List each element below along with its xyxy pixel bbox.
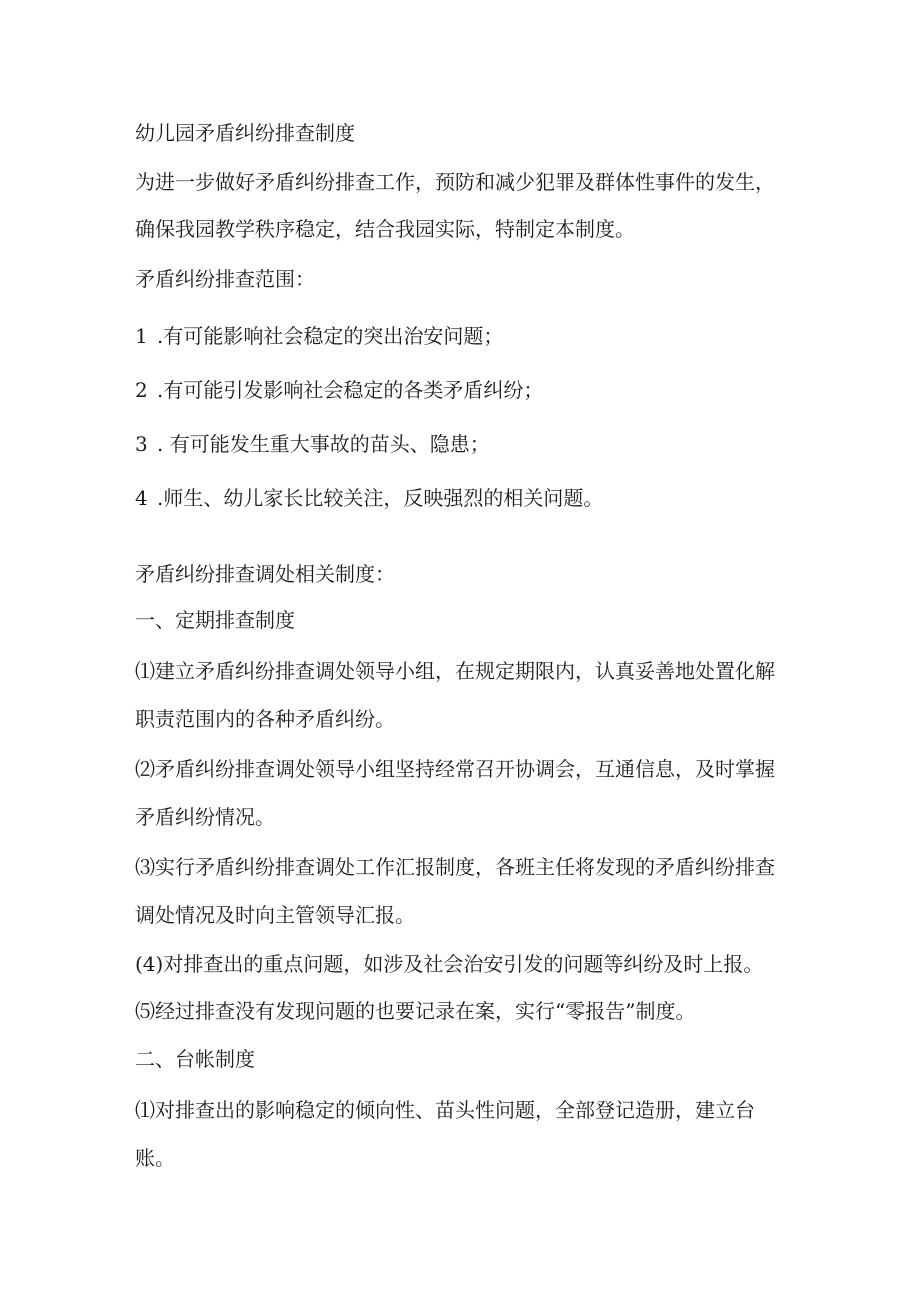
scope-item-2 — [135, 377, 543, 403]
section-1-item-3-line-1: ⑶实行矛盾纠纷排查调处工作汇报制度，各班主任将发现的矛盾纠纷排查 — [135, 855, 775, 879]
document-title: 幼儿园矛盾纠纷排查制度 — [135, 121, 355, 145]
section-1-item-2-line-2: 矛盾纠纷情况。 — [135, 805, 275, 829]
scope-item-3 — [135, 431, 490, 457]
intro-line-2: 确保我园教学秩序稳定，结合我园实际，特制定本制度。 — [135, 217, 635, 241]
section-2-item-1-line-1: ⑴对排查出的影响稳定的倾向性、苗头性问题，全部登记造册，建立台 — [135, 1098, 755, 1122]
scope-heading: 矛盾纠纷排查范围： — [135, 267, 315, 291]
scope-item-1-number: 1 — [135, 324, 148, 348]
scope-item-1 — [135, 323, 503, 349]
section-1-heading: 一、定期排查制度 — [135, 608, 295, 632]
scope-item-4-text: .师生、幼儿家长比较关注，反映强烈的相关问题。 — [157, 486, 604, 510]
scope-item-4 — [135, 485, 603, 511]
rules-heading: 矛盾纠纷排查调处相关制度： — [135, 562, 395, 586]
section-1-item-5: ⑸经过排查没有发现问题的也要记录在案，实行“零报告”制度。 — [135, 999, 696, 1023]
section-1-item-4: (4)对排查出的重点问题，如涉及社会治安引发的问题等纠纷及时上报。 — [135, 952, 764, 976]
section-1-item-1-line-2: 职责范围内的各种矛盾纠纷。 — [135, 707, 395, 731]
scope-item-2-text: .有可能引发影响社会稳定的各类矛盾纠纷； — [157, 378, 544, 402]
section-1-item-1-line-1: ⑴建立矛盾纠纷排查调处领导小组，在规定期限内，认真妥善地处置化解 — [135, 659, 775, 683]
scope-item-2-number: 2 — [135, 378, 148, 402]
scope-item-1-text: .有可能影响社会稳定的突出治安问题； — [157, 324, 504, 348]
section-1-item-3-line-2: 调处情况及时向主管领导汇报。 — [135, 903, 415, 927]
section-1-item-2-line-1: ⑵矛盾纠纷排查调处领导小组坚持经常召开协调会，互通信息，及时掌握 — [135, 757, 775, 781]
section-2-heading: 二、台帐制度 — [135, 1047, 255, 1071]
intro-line-1: 为进一步做好矛盾纠纷排查工作，预防和减少犯罪及群体性事件的发生， — [135, 170, 775, 194]
scope-item-3-number: 3 — [135, 432, 148, 456]
scope-item-4-number: 4 — [135, 486, 148, 510]
scope-item-3-text: . 有可能发生重大事故的苗头、隐患； — [157, 432, 490, 456]
section-2-item-1-line-2: 账。 — [135, 1146, 175, 1170]
